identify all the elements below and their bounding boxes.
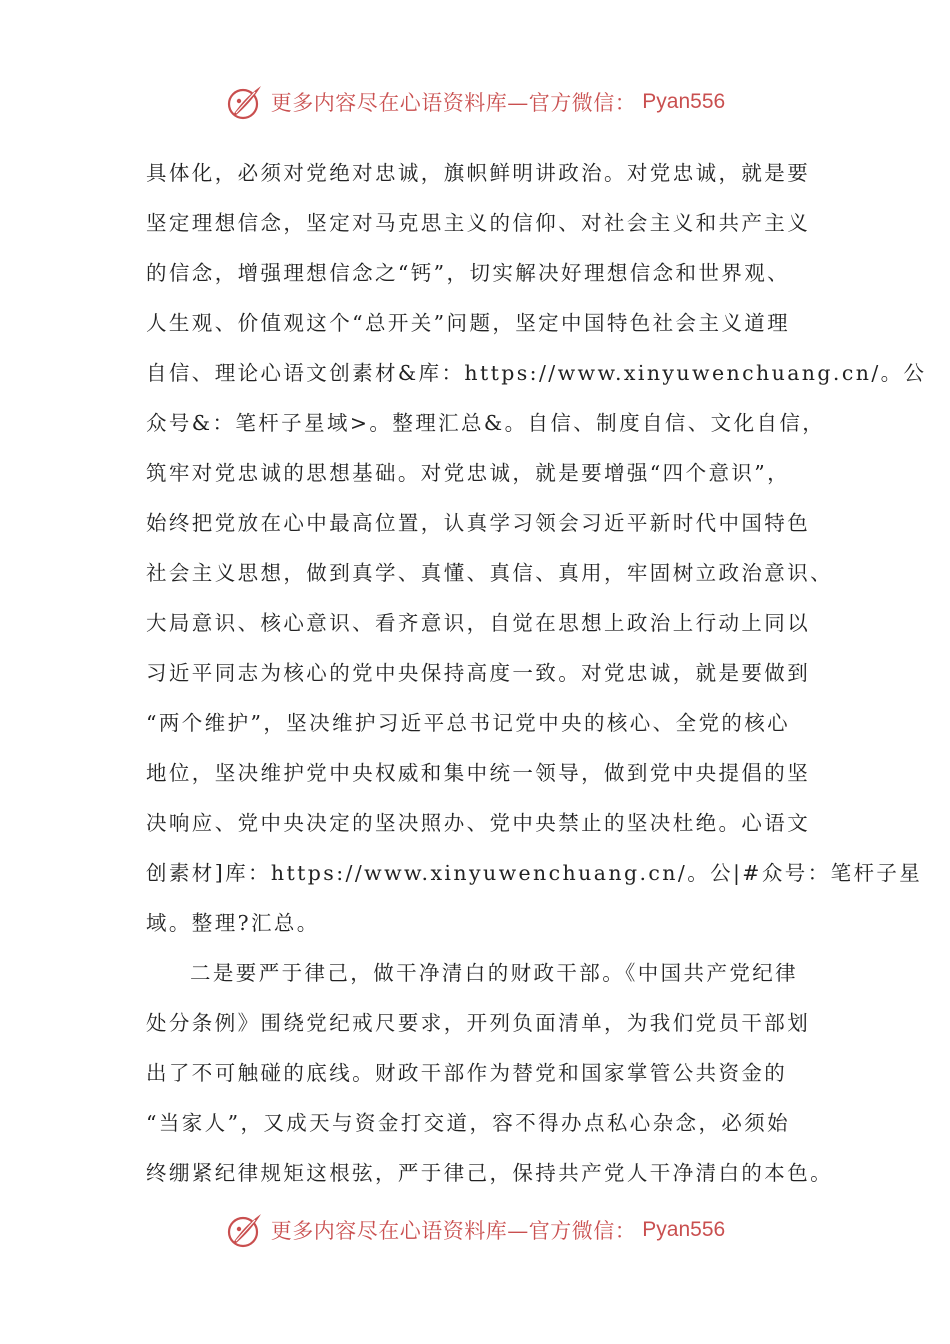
footer-banner [0, 1208, 950, 1252]
text-line: 的信念，增强理想信念之“钙”，切实解决好理想信念和世界观、 [146, 261, 791, 285]
text-line: “两个维护”，坚决维护习近平总书记党中央的核心、全党的核心 [146, 711, 791, 735]
text-line: 大局意识、核心意识、看齐意识，自觉在思想上政治上行动上同以 [146, 611, 811, 635]
banner-text: 更多内容尽在心语资料库—官方微信： [270, 91, 637, 115]
text-line: 域。整理?汇总。 [146, 911, 320, 935]
text-line: 众号&：笔杆子星域>。整理汇总&。自信、制度自信、文化自信， [146, 411, 826, 435]
quill-pen-logo-icon [225, 1210, 265, 1250]
text-line: 地位，坚决维护党中央权威和集中统一领导，做到党中央提倡的坚 [146, 761, 811, 785]
document-body [146, 148, 927, 1198]
banner-text: 更多内容尽在心语资料库—官方微信： [270, 1219, 637, 1243]
text-line: 坚定理想信念，坚定对马克思主义的信仰、对社会主义和共产主义 [146, 211, 811, 235]
text-line: 筑牢对党忠诚的思想基础。对党忠诚，就是要增强“四个意识”， [146, 461, 791, 485]
quill-pen-logo-icon [225, 82, 265, 122]
paragraph-start-line: 二是要严于律己，做干净清白的财政干部。《中国共产党纪律 [190, 961, 799, 985]
header-banner [0, 80, 950, 124]
text-line: 出了不可触碰的底线。财政干部作为替党和国家掌管公共资金的 [146, 1061, 788, 1085]
text-line: 社会主义思想，做到真学、真懂、真信、真用，牢固树立政治意识、 [146, 561, 833, 585]
wechat-id: Pyan556 [642, 90, 726, 113]
text-line: 习近平同志为核心的党中央保持高度一致。对党忠诚，就是要做到 [146, 661, 811, 685]
text-line: 处分条例》围绕党纪戒尺要求，开列负面清单，为我们党员干部划 [146, 1011, 811, 1035]
wechat-id: Pyan556 [642, 1218, 726, 1241]
text-line: 创素材]库：https://www.xinyuwenchuang.cn/。公|#众号：笔杆子星 [146, 861, 923, 885]
text-line: 始终把党放在心中最高位置，认真学习领会习近平新时代中国特色 [146, 511, 811, 535]
text-line: 自信、理论心语文创素材&库：https://www.xinyuwenchuang.cn/。公 [146, 361, 927, 385]
text-line: 终绷紧纪律规矩这根弦，严于律己，保持共产党人干净清白的本色。 [146, 1161, 833, 1185]
text-line: 决响应、党中央决定的坚决照办、党中央禁止的坚决杜绝。心语文 [146, 811, 811, 835]
text-line: 人生观、价值观这个“总开关”问题，坚定中国特色社会主义道理 [146, 311, 791, 335]
text-line: 具体化，必须对党绝对忠诚，旗帜鲜明讲政治。对党忠诚，就是要 [146, 161, 811, 185]
text-line: “当家人”，又成天与资金打交道，容不得办点私心杂念，必须始 [146, 1111, 791, 1135]
